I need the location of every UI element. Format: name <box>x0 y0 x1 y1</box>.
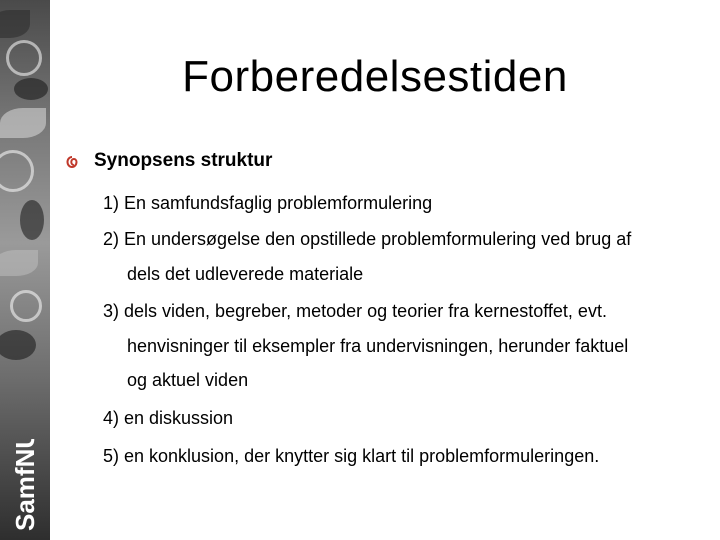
list-item-continuation: og aktuel viden <box>127 370 249 390</box>
splash-shape <box>0 330 36 360</box>
list-item: 3) dels viden, begreber, metoder og teorier fra kernestoffet, evt. <box>103 301 607 321</box>
ring-shape <box>0 150 34 192</box>
spiral-bullet-icon <box>66 155 78 169</box>
list-item: 1) En samfundsfaglig problemformulering <box>103 193 433 213</box>
list-item: 2) En undersøgelse den opstillede problemformulering ved brug af <box>103 229 632 249</box>
list-item-continuation: henvisninger til eksempler fra undervisningen, herunder faktuel <box>127 336 629 356</box>
decorative-sidebar <box>0 0 50 540</box>
leaf-shape <box>0 108 46 138</box>
ring-shape <box>6 40 42 76</box>
samfnu-logo <box>4 439 44 534</box>
splash-shape <box>20 200 44 240</box>
logo-text: SamfNU <box>10 439 40 531</box>
section-heading: Synopsens struktur <box>94 150 273 171</box>
splash-shape <box>14 78 48 100</box>
list-item-continuation: dels det udleverede materiale <box>127 264 364 284</box>
slide-title: Forberedelsestiden <box>182 52 568 101</box>
leaf-shape <box>0 10 30 38</box>
leaf-shape <box>0 250 38 276</box>
list-item: 5) en konklusion, der knytter sig klart til problemformuleringen. <box>103 446 600 466</box>
list-item: 4) en diskussion <box>103 408 234 428</box>
ring-shape <box>10 290 42 322</box>
